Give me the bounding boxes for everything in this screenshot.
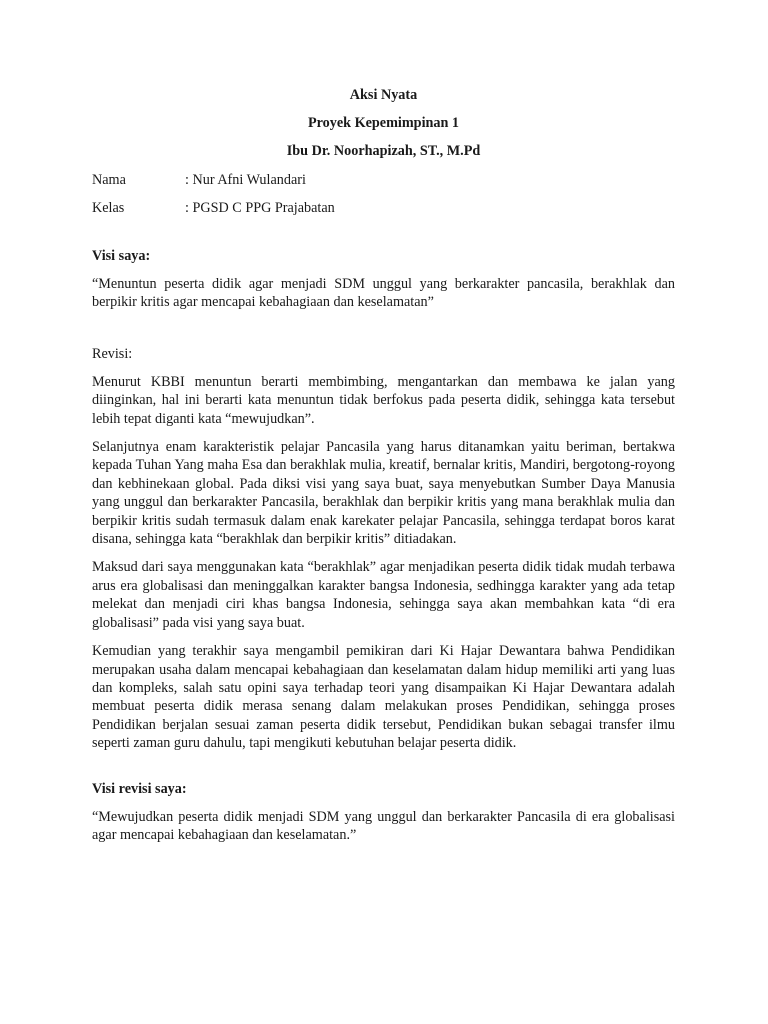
name-row (92, 171, 675, 190)
document-subtitle: Proyek Kepemimpinan 1 (307, 115, 460, 131)
class-label: Kelas (92, 200, 125, 216)
document-title: Aksi Nyata (349, 87, 418, 103)
revision-paragraph: Kemudian yang terakhir saya mengambil pemikiran dari Ki Hajar Dewantara bahwa Pendidikan merupakan usaha dalam mencapai kebahagiaan dan keselamatan dalam hidup memiliki arti yang luas dan kompleks, salah satu opini saya terhadap teori yang disampaikan Ki Hajar Dewantara adalah membuat peserta didik merasa senang dalam melakukan proses Pendidikan, sehingga proses Pendidikan berjalan sesuai zaman peserta didik tersebut, Pendidikan bukan sebagai transfer ilmu seperti zaman guru dahulu, tapi mengikuti kebutuhan belajar peserta didik. (92, 643, 675, 752)
class-value: : PGSD C PPG Prajabatan (185, 200, 335, 216)
revision-paragraph: Maksud dari saya menggunakan kata “berakhlak” agar menjadikan peserta didik tidak mudah terbawa arus era globalisasi dan meninggalkan karakter bangsa Indonesia, sedhingga karakter yang ada tetap melekat dan menjadi ciri khas bangsa Indonesia, sehingga saya akan membahkan kata “di era globalisasi” pada visi yang saya buat. (92, 559, 675, 631)
lecturer-name: Ibu Dr. Noorhapizah, ST., M.Pd (286, 143, 481, 159)
name-value: : Nur Afni Wulandari (185, 172, 306, 188)
revision-label: Revisi: (92, 345, 133, 362)
revision-paragraph: Menurut KBBI menuntun berarti membimbing, mengantarkan dan membawa ke jalan yang diinginkan, hal ini berarti kata menuntun tidak berfokus pada peserta didik, sehingga kata tersebut lebih tepat diganti kata “mewujudkan”. (92, 373, 675, 427)
revised-vision-text: “Mewujudkan peserta didik menjadi SDM yang unggul dan berkarakter Pancasila di era globalisasi agar mencapai kebahagiaan dan keselamatan.” (92, 808, 675, 843)
vision-heading: Visi saya: (92, 248, 151, 264)
name-label: Nama (92, 172, 126, 188)
document-page (92, 86, 675, 844)
revision-paragraph: Selanjutnya enam karakteristik pelajar Pancasila yang harus ditanamkan yaitu beriman, bertakwa kepada Tuhan Yang maha Esa dan berakhlak mulia, kreatif, bernalar kritis, Mandiri, bergotong-royong dan kebhinekaan global. Pada diksi visi yang saya buat, saya menyebutkan Sumber Daya Manusia yang unggul dan berkarakter Pancasila, berakhlak dan berpikir kritis yang mana berakhlak mulia dan berpikir kritis sudah termasuk dalam enak karekater pelajar Pancasila, sehingga terdapat boros karat disana, sehingga kata “berakhlak dan berpikir kritis” ditiadakan. (92, 439, 675, 548)
revised-vision-heading: Visi revisi saya: (92, 780, 187, 797)
class-row (92, 199, 675, 218)
vision-text: “Menuntun peserta didik agar menjadi SDM unggul yang berkarakter pancasila, berakhlak dan berpikir kritis agar mencapai kebahagiaan dan keselamatan” (92, 276, 675, 311)
